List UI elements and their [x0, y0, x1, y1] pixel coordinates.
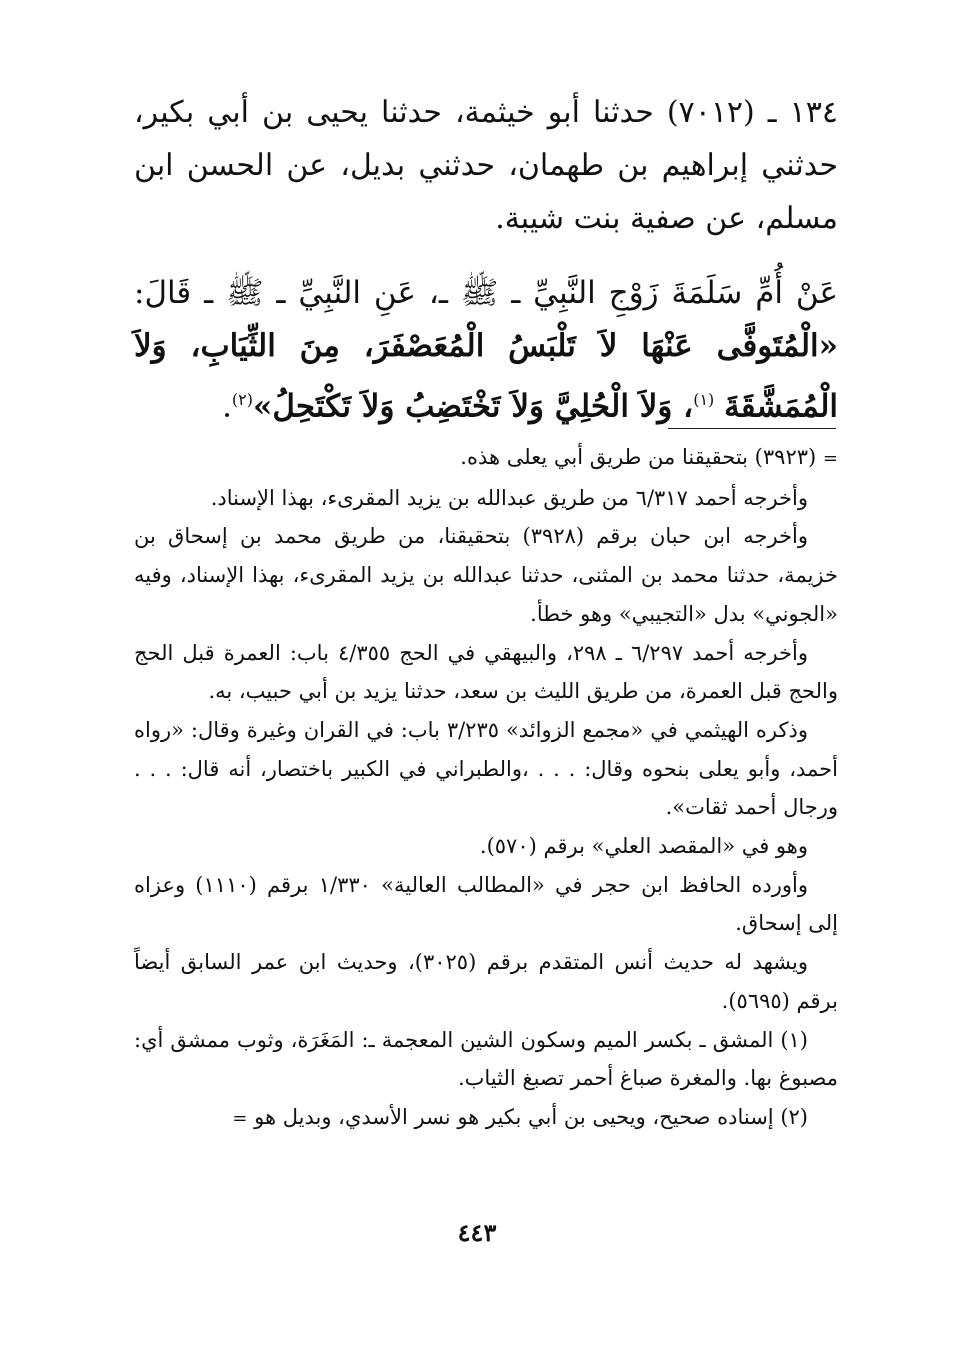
continuation-mark: =	[822, 448, 838, 469]
matn-text-2: ، وَلاَ الْحُلِيَّ وَلاَ تَخْتَضِبُ وَلاَ تَكْتَحِلُ»	[253, 388, 694, 425]
footnote-ref-2: (٢)	[231, 390, 254, 409]
footnote-text: (٣٩٢٣) بتحقيقنا من طريق أبي يعلى هذه.	[460, 445, 817, 469]
footnote-1: (١) المشق ـ بكسر الميم وسكون الشين المعجمة ـ: المَغَرَة، وثوب ممشق أي: مصبوغ بها. والمغرة صباغ أحمر تصبغ الثياب.	[134, 1027, 838, 1091]
hadith-isnad: ١٣٤ ـ (٧٠١٢) حدثنا أبو خيثمة، حدثنا يحيى بن أبي بكير، حدثني إبراهيم بن طهمان، حدثني بديل، عن الحسن ابن مسلم، عن صفية بنت شيبة.	[134, 95, 838, 236]
page-number: ٤٤٣	[457, 1218, 497, 1247]
continuation-mark: =	[232, 1107, 248, 1129]
footnote-paragraph: وذكره الهيثمي في «مجمع الزوائد» ٣/٢٣٥ باب: في القران وغيرة وقال: «رواه أحمد، وأبو يعلى بنحوه وقال: . . . ،والطبراني في الكبير باختصار، أنه قال: . . . ورجال أحمد ثقات».	[134, 717, 838, 820]
footnote-paragraph: وهو في «المقصد العلي» برقم (٥٧٠).	[479, 834, 808, 859]
footnote-paragraph: وأخرجه أحمد ٦/٣١٧ من طريق عبدالله بن يزيد المقرىء، بهذا الإسناد.	[210, 485, 808, 510]
footnote-paragraph: وأورده الحافظ ابن حجر في «المطالب العالية» ١/٣٣٠ برقم (١١١٠) وعزاه إلى إسحاق.	[134, 872, 838, 936]
footnote-paragraph: وأخرجه ابن حبان برقم (٣٩٢٨) بتحقيقنا، من طريق محمد بن إسحاق بن خزيمة، حدثنا محمد بن المثنى، حدثنا عبدالله بن يزيد المقرىء، بهذا الإسناد، وفيه «الجوني» بدل «التجيبي» وهو خطأ.	[134, 524, 838, 626]
footnote-separator	[668, 428, 836, 429]
matn-text: «الْمُتَوفَّى عَنْهَا لاَ تَلْبَسُ الْمُعَصْفَرَ، مِنَ الثِّيَابِ، وَلاَ الْمُمَشَّقَةَ	[134, 328, 838, 425]
footnote-paragraph: وأخرجه أحمد ٦/٢٩٧ ـ ٢٩٨، والبيهقي في الحج ٤/٣٥٥ باب: العمرة قبل الحج والحج قبل العمرة، من طريق الليث بن سعد، حدثنا يزيد بن أبي حبيب، به.	[134, 640, 838, 704]
footnote-text: (٢) إسناده صحيح، ويحيى بن أبي بكير هو نسر الأسدي، وبديل هو	[254, 1104, 808, 1129]
footnote-2	[134, 1098, 838, 1139]
footnote-line	[134, 438, 838, 479]
hadith-matn	[134, 267, 838, 433]
matn-intro: عَنْ أُمِّ سَلَمَةَ زَوْجِ النَّبِيِّ ـ ﷺ ـ، عَنِ النَّبِيِّ ـ ﷺ ـ قَالَ:	[134, 275, 838, 311]
main-text	[134, 86, 838, 433]
footnotes	[134, 438, 838, 1139]
footnote-paragraph: ويشهد له حديث أنس المتقدم برقم (٣٠٢٥)، وحديث ابن عمر السابق أيضاً برقم (٥٦٩٥).	[134, 950, 838, 1013]
matn-end: .	[222, 388, 232, 425]
footnote-ref-1: (١)	[693, 390, 715, 409]
